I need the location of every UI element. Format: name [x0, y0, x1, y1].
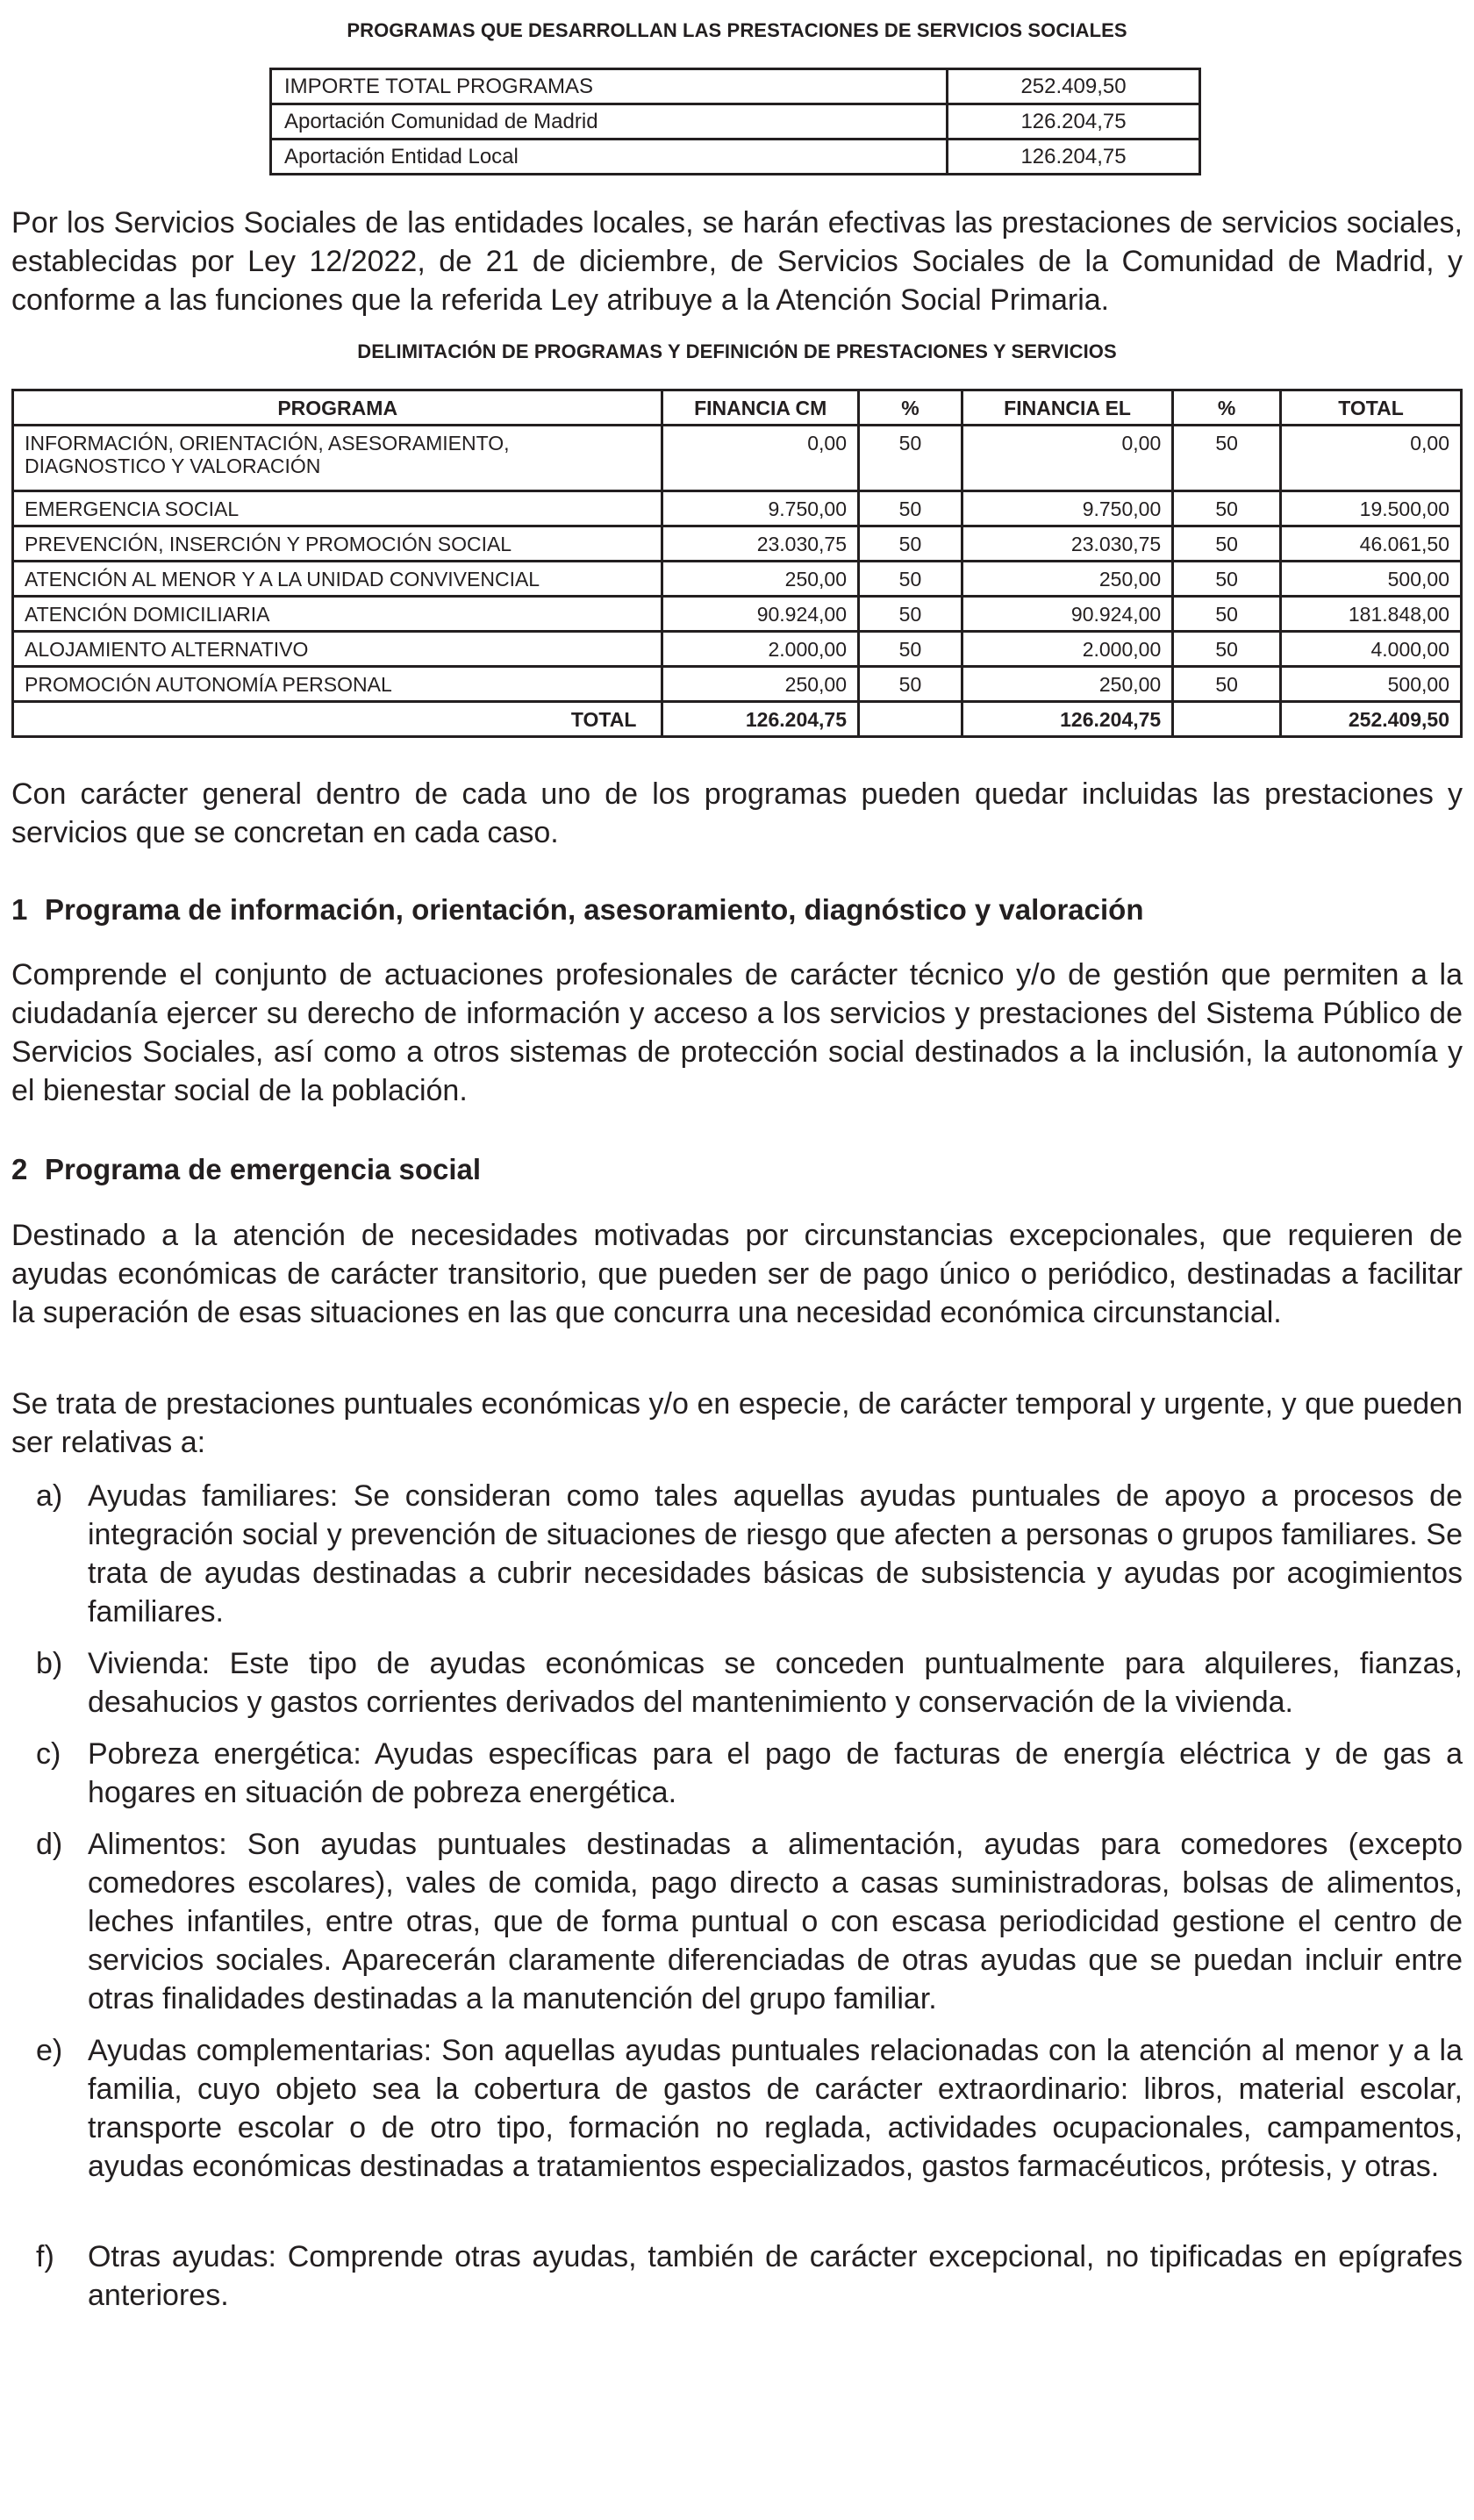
column-header-financia-cm: FINANCIA CM	[662, 390, 859, 426]
column-header-pct-el: %	[1173, 390, 1281, 426]
table-row	[271, 104, 1200, 140]
cell-pct-el-total	[1173, 702, 1281, 737]
list-marker: b)	[36, 1647, 63, 1680]
cell-pct-el: 50	[1173, 491, 1281, 526]
cell-financia-cm: 90.924,00	[662, 597, 859, 632]
cell-programa: PROMOCIÓN AUTONOMÍA PERSONAL	[13, 667, 662, 702]
cell-total-label: TOTAL	[13, 702, 662, 737]
cell-pct-cm: 50	[859, 667, 962, 702]
cell-total: 500,00	[1281, 562, 1462, 597]
section-title: Programa de emergencia social	[45, 1153, 482, 1185]
cell-pct-el: 50	[1173, 597, 1281, 632]
cell-pct-cm: 50	[859, 426, 962, 491]
cell-pct-cm: 50	[859, 597, 962, 632]
cell-programa: EMERGENCIA SOCIAL	[13, 491, 662, 526]
list-item-b	[11, 1644, 1463, 1722]
cell-financia-cm-total: 126.204,75	[662, 702, 859, 737]
summary-label: Aportación Entidad Local	[271, 140, 948, 175]
column-header-programa: PROGRAMA	[13, 390, 662, 426]
general-paragraph: Con carácter general dentro de cada uno de los programas pueden quedar incluidas las prestaciones y servicios que se concretan en cada caso.	[11, 777, 1463, 849]
cell-programa: ALOJAMIENTO ALTERNATIVO	[13, 632, 662, 667]
list-marker: e)	[36, 2034, 63, 2067]
list-text: Pobreza energética: Ayudas específicas para el pago de facturas de energía eléctrica y de gas a hogares en situación de pobreza energética.	[88, 1737, 1463, 1809]
cell-financia-cm: 2.000,00	[662, 632, 859, 667]
cell-financia-el: 250,00	[962, 562, 1172, 597]
table-row	[13, 632, 1462, 667]
cell-programa: ATENCIÓN AL MENOR Y A LA UNIDAD CONVIVENCIAL	[13, 562, 662, 597]
summary-value: 126.204,75	[948, 104, 1200, 140]
cell-financia-el: 0,00	[962, 426, 1172, 491]
list-text: Alimentos: Son ayudas puntuales destinadas a alimentación, ayudas para comedores (excepto comedores escolares), vales de comida, pago directo a casas suministradoras, bolsas de alimentos, leches infantiles, entre otras, que de forma puntual o con escasa periodicidad gestione el centro de servicios sociales. Aparecerán claramente diferenciadas de otras ayudas que se puedan incluir entre otras finalidades destinadas a la manutención del grupo familiar.	[88, 1828, 1463, 2015]
list-item-c	[11, 1735, 1463, 1812]
cell-financia-el: 90.924,00	[962, 597, 1172, 632]
cell-pct-cm: 50	[859, 526, 962, 562]
section-1-heading	[11, 893, 1144, 927]
cell-grand-total: 252.409,50	[1281, 702, 1462, 737]
cell-pct-el: 50	[1173, 426, 1281, 491]
list-item-e	[11, 2031, 1463, 2186]
list-text: Otras ayudas: Comprende otras ayudas, también de carácter excepcional, no tipificadas en epígrafes anteriores.	[88, 2240, 1463, 2312]
table-row	[13, 667, 1462, 702]
cell-pct-cm-total	[859, 702, 962, 737]
column-header-total: TOTAL	[1281, 390, 1462, 426]
cell-total: 500,00	[1281, 667, 1462, 702]
list-text: Ayudas familiares: Se consideran como tales aquellas ayudas puntuales de apoyo a procesos de integración social y prevención de situaciones de riesgo que afecten a personas o grupos familiares. Se trata de ayudas destinadas a cubrir necesidades básicas de subsistencia y ayudas por acogimientos familiares.	[88, 1479, 1463, 1629]
table-row	[13, 426, 1462, 491]
intro-paragraph: Por los Servicios Sociales de las entidades locales, se harán efectivas las prestaciones de servicios sociales, establecidas por Ley 12/2022, de 21 de diciembre, de Servicios Sociales de la Comunidad de Madrid, y conforme a las funciones que la referida Ley atribuye a la Atención Social Primaria.	[11, 206, 1463, 317]
cell-total: 46.061,50	[1281, 526, 1462, 562]
table-total-row	[13, 702, 1462, 737]
cell-pct-el: 50	[1173, 562, 1281, 597]
cell-pct-cm: 50	[859, 491, 962, 526]
cell-total: 4.000,00	[1281, 632, 1462, 667]
cell-financia-cm: 0,00	[662, 426, 859, 491]
summary-value: 126.204,75	[948, 140, 1200, 175]
summary-label: Aportación Comunidad de Madrid	[271, 104, 948, 140]
cell-pct-cm: 50	[859, 632, 962, 667]
programs-table	[11, 389, 1463, 738]
cell-financia-el-total: 126.204,75	[962, 702, 1172, 737]
cell-programa: ATENCIÓN DOMICILIARIA	[13, 597, 662, 632]
section-1-paragraph: Comprende el conjunto de actuaciones profesionales de carácter técnico y/o de gestión que permiten a la ciudadanía ejercer su derecho de información y acceso a los servicios y prestaciones del Sistema Público de Servicios Sociales, así como a otros sistemas de protección social destinados a la inclusión, la autonomía y el bienestar social de la población.	[11, 958, 1463, 1107]
section-2-paragraph-1: Destinado a la atención de necesidades motivadas por circunstancias excepcionales, que requieren de ayudas económicas de carácter transitorio, que pueden ser de pago único o periódico, destinadas a facilitar la superación de esas situaciones en las que concurra una necesidad económica circunstancial.	[11, 1219, 1463, 1329]
cell-financia-cm: 23.030,75	[662, 526, 859, 562]
cell-pct-el: 50	[1173, 667, 1281, 702]
cell-financia-cm: 250,00	[662, 667, 859, 702]
summary-table-title: PROGRAMAS QUE DESARROLLAN LAS PRESTACIONES DE SERVICIOS SOCIALES	[347, 19, 1127, 41]
list-item-d	[11, 1825, 1463, 2018]
column-header-pct-cm: %	[859, 390, 962, 426]
cell-programa: PREVENCIÓN, INSERCIÓN Y PROMOCIÓN SOCIAL	[13, 526, 662, 562]
cell-total: 181.848,00	[1281, 597, 1462, 632]
column-header-financia-el: FINANCIA EL	[962, 390, 1172, 426]
cell-total: 19.500,00	[1281, 491, 1462, 526]
table-row	[13, 562, 1462, 597]
cell-total: 0,00	[1281, 426, 1462, 491]
section-number: 1	[11, 893, 28, 926]
summary-label: IMPORTE TOTAL PROGRAMAS	[271, 69, 948, 104]
section-2-paragraph-2: Se trata de prestaciones puntuales económicas y/o en especie, de carácter temporal y urgente, y que pueden ser relativas a:	[11, 1387, 1463, 1459]
cell-pct-el: 50	[1173, 526, 1281, 562]
cell-financia-el: 23.030,75	[962, 526, 1172, 562]
list-marker: d)	[36, 1828, 63, 1861]
summary-value: 252.409,50	[948, 69, 1200, 104]
table-row	[271, 140, 1200, 175]
table-row	[13, 597, 1462, 632]
list-text: Ayudas complementarias: Son aquellas ayudas puntuales relacionadas con la atención al menor y a la familia, cuyo objeto sea la cobertura de gastos de carácter extraordinario: libros, material escolar, transporte escolar o de otro tipo, formación no reglada, actividades ocupacionales, campamentos, ayudas económicas destinadas a tratamientos especializados, gastos farmacéuticos, prótesis, y otras.	[88, 2034, 1463, 2183]
section-2-heading	[11, 1153, 481, 1186]
list-marker: f)	[36, 2240, 54, 2273]
cell-financia-el: 250,00	[962, 667, 1172, 702]
list-text: Vivienda: Este tipo de ayudas económicas se conceden puntualmente para alquileres, fianzas, desahucios y gastos corrientes derivados del mantenimiento y conservación de la vivienda.	[88, 1647, 1463, 1719]
cell-financia-cm: 9.750,00	[662, 491, 859, 526]
cell-programa: INFORMACIÓN, ORIENTACIÓN, ASESORAMIENTO, DIAGNOSTICO Y VALORACIÓN	[13, 426, 662, 491]
section-title: Programa de información, orientación, asesoramiento, diagnóstico y valoración	[45, 893, 1144, 926]
cell-financia-el: 9.750,00	[962, 491, 1172, 526]
list-item-a	[11, 1477, 1463, 1631]
list-marker: a)	[36, 1479, 63, 1513]
programs-table-title: DELIMITACIÓN DE PROGRAMAS Y DEFINICIÓN DE PRESTACIONES Y SERVICIOS	[357, 340, 1117, 362]
section-number: 2	[11, 1153, 28, 1185]
table-header-row	[13, 390, 1462, 426]
table-row	[271, 69, 1200, 104]
list-marker: c)	[36, 1737, 61, 1771]
cell-pct-cm: 50	[859, 562, 962, 597]
summary-table	[269, 68, 1201, 175]
table-row	[13, 526, 1462, 562]
cell-financia-cm: 250,00	[662, 562, 859, 597]
cell-pct-el: 50	[1173, 632, 1281, 667]
cell-financia-el: 2.000,00	[962, 632, 1172, 667]
table-row	[13, 491, 1462, 526]
list-item-f	[11, 2237, 1463, 2315]
